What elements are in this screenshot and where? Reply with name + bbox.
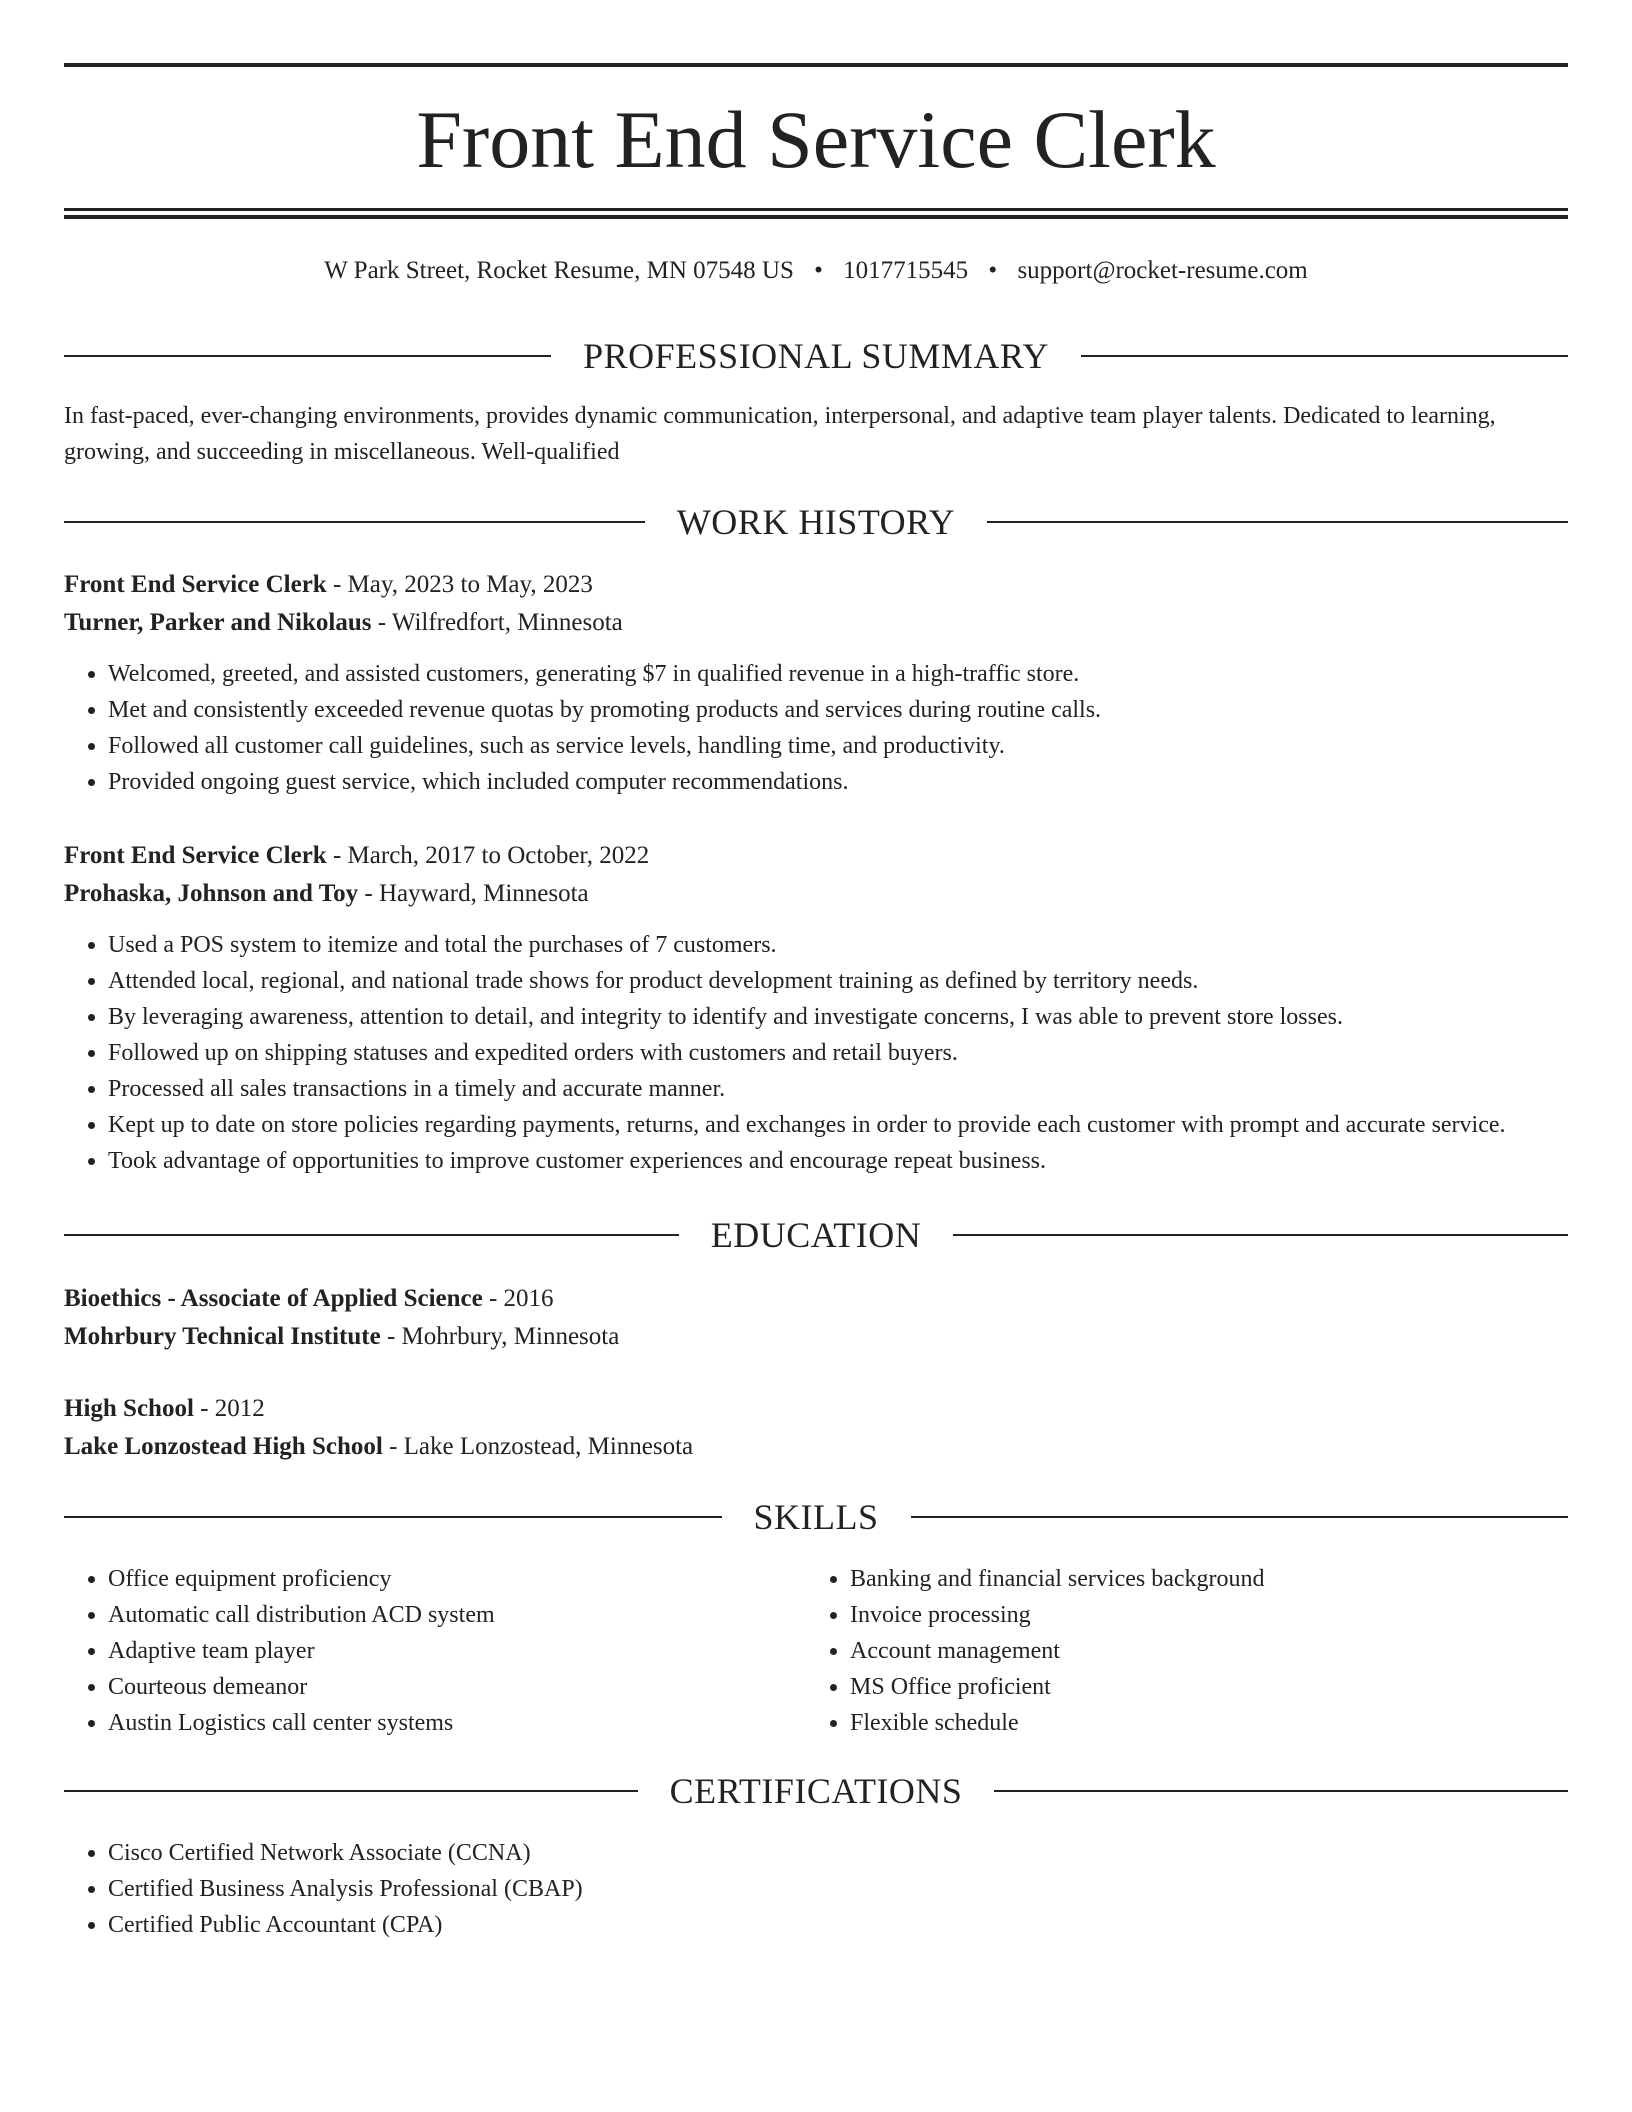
list-item: • Used a POS system to itemize and total the purchases of 7 customers. — [108, 927, 1568, 963]
company-name: Prohaska, Johnson and Toy — [64, 880, 359, 907]
heading-rule-right — [953, 1234, 1568, 1236]
list-item: • Kept up to date on store policies regarding payments, returns, and exchanges in order to provide each customer with prompt and accurate service. — [108, 1107, 1568, 1143]
list-item: • Welcomed, greeted, and assisted customers, generating $7 in qualified revenue in a high-traffic store. — [108, 656, 1568, 692]
skill-item: • Invoice processing — [850, 1597, 1566, 1633]
job-bullets — [64, 656, 1568, 800]
work-entry — [64, 566, 1568, 800]
section-title: WORK HISTORY — [676, 502, 956, 542]
contact-separator: • — [988, 257, 998, 284]
skill-item: • Courteous demeanor — [108, 1669, 804, 1705]
list-item: • By leveraging awareness, attention to detail, and integrity to identify and investigate concerns, I was able to prevent store losses. — [108, 999, 1568, 1035]
certification-item: • Certified Public Accountant (CPA) — [108, 1907, 1568, 1943]
skills-column-right — [806, 1561, 1566, 1741]
contact-separator: • — [814, 257, 823, 284]
summary-text: In fast-paced, ever-changing environments, provides dynamic communication, interpersonal, and adaptive team player talents. Dedicated to learning, growing, and succeeding in miscellaneous. Well-qualified — [64, 403, 1496, 465]
heading-rule-left — [64, 521, 645, 523]
list-item: • Followed up on shipping statuses and expedited orders with customers and retail buyers. — [108, 1035, 1568, 1071]
skill-item: • Account management — [850, 1633, 1566, 1669]
heading-rule-right — [994, 1790, 1568, 1792]
degree-year: - 2016 — [482, 1285, 554, 1312]
certifications-list — [64, 1835, 1568, 1943]
degree-year: - 2012 — [193, 1395, 265, 1422]
heading-rule-left — [64, 1516, 722, 1518]
skills-list — [64, 1561, 804, 1741]
job-title: Front End Service Clerk — [64, 842, 327, 869]
list-item: • Met and consistently exceeded revenue quotas by promoting products and services during routine calls. — [108, 692, 1568, 728]
degree-name: High School — [64, 1395, 194, 1422]
section-heading-summary — [64, 334, 1568, 378]
heading-rule-left — [64, 355, 551, 357]
education-entry — [64, 1390, 1568, 1466]
resume-title: Front End Service Clerk — [416, 94, 1216, 185]
skill-item: • Automatic call distribution ACD system — [108, 1597, 804, 1633]
degree-line — [64, 1390, 1568, 1428]
top-rule — [64, 63, 1568, 67]
heading-rule-right — [987, 521, 1568, 523]
certification-item: • Cisco Certified Network Associate (CCNA) — [108, 1835, 1568, 1871]
job-dates: - May, 2023 to May, 2023 — [326, 571, 593, 598]
school-name: Lake Lonzostead High School — [64, 1433, 383, 1460]
degree-name: Bioethics - Associate of Applied Science — [64, 1285, 483, 1312]
certifications-block — [64, 1835, 1568, 1943]
skills-column-left — [64, 1561, 804, 1741]
contact-phone: 1017715545 — [843, 257, 969, 284]
contact-address: W Park Street, Rocket Resume, MN 07548 US — [324, 257, 794, 284]
skills-list — [806, 1561, 1566, 1741]
heading-rule-right — [911, 1516, 1569, 1518]
skill-item: • MS Office proficient — [850, 1669, 1566, 1705]
company-line — [64, 875, 1568, 913]
skill-item: • Office equipment proficiency — [108, 1561, 804, 1597]
job-title-line — [64, 837, 1568, 875]
education-entry — [64, 1280, 1568, 1356]
school-name: Mohrbury Technical Institute — [64, 1323, 381, 1350]
list-item: • Followed all customer call guidelines, such as service levels, handling time, and productivity. — [108, 728, 1568, 764]
company-name: Turner, Parker and Nikolaus — [64, 609, 372, 636]
skill-item: • Banking and financial services background — [850, 1561, 1566, 1597]
list-item: • Processed all sales transactions in a timely and accurate manner. — [108, 1071, 1568, 1107]
list-item: • Provided ongoing guest service, which included computer recommendations. — [108, 764, 1568, 800]
job-title: Front End Service Clerk — [64, 571, 327, 598]
heading-rule-right — [1081, 355, 1568, 357]
heading-rule-left — [64, 1790, 638, 1792]
list-item: • Took advantage of opportunities to improve customer experiences and encourage repeat business. — [108, 1143, 1568, 1179]
skill-item: • Flexible schedule — [850, 1705, 1566, 1741]
skill-item: • Austin Logistics call center systems — [108, 1705, 804, 1741]
company-location: - Hayward, Minnesota — [358, 880, 589, 907]
contact-line — [64, 254, 1568, 288]
section-heading-work — [64, 500, 1568, 544]
degree-line — [64, 1280, 1568, 1318]
section-title: PROFESSIONAL SUMMARY — [583, 336, 1049, 376]
contact-email: support@rocket-resume.com — [1017, 257, 1308, 284]
job-title-line — [64, 566, 1568, 604]
section-heading-certifications — [64, 1769, 1568, 1813]
job-bullets — [64, 927, 1568, 1179]
section-title: EDUCATION — [710, 1215, 922, 1255]
school-line — [64, 1428, 1568, 1466]
school-line — [64, 1318, 1568, 1356]
skill-item: • Adaptive team player — [108, 1633, 804, 1669]
section-heading-education — [64, 1213, 1568, 1257]
company-line — [64, 604, 1568, 642]
job-dates: - March, 2017 to October, 2022 — [326, 842, 650, 869]
section-title: CERTIFICATIONS — [669, 1771, 963, 1811]
certification-item: • Certified Business Analysis Professional (CBAP) — [108, 1871, 1568, 1907]
section-heading-skills — [64, 1495, 1568, 1539]
work-entry — [64, 837, 1568, 1179]
company-location: - Wilfredfort, Minnesota — [371, 609, 623, 636]
title-double-rule — [64, 208, 1568, 219]
school-location: - Lake Lonzostead, Minnesota — [382, 1433, 694, 1460]
list-item: • Attended local, regional, and national trade shows for product development training as defined by territory needs. — [108, 963, 1568, 999]
heading-rule-left — [64, 1234, 679, 1236]
school-location: - Mohrbury, Minnesota — [380, 1323, 620, 1350]
section-title: SKILLS — [753, 1497, 879, 1537]
